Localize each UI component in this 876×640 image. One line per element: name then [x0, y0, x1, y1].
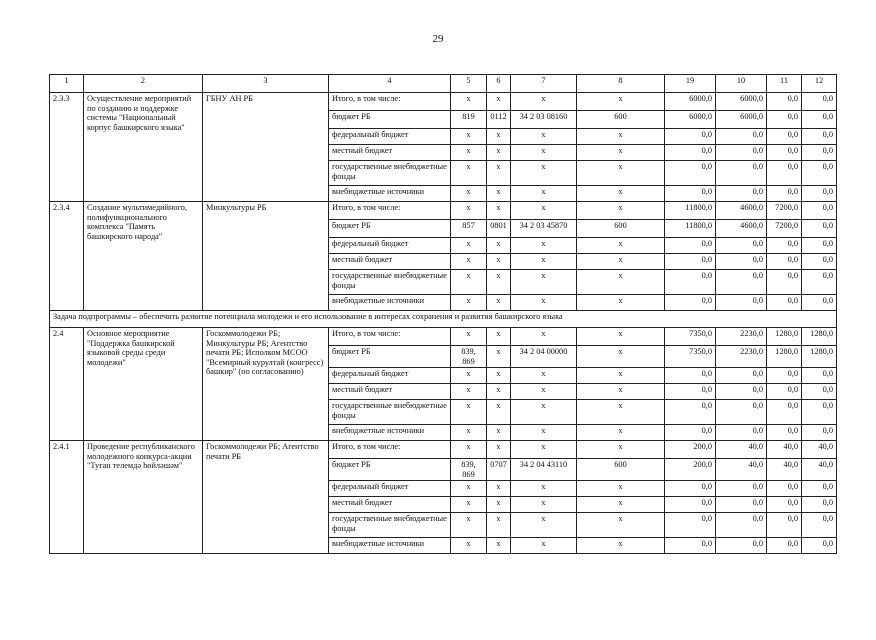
cell-v11: 0,0 [767, 111, 802, 129]
cell-v19: 0,0 [665, 254, 716, 270]
cell-c5: x [451, 400, 487, 425]
cell-v12: 0,0 [802, 270, 837, 295]
cell-c8: x [577, 186, 665, 202]
cell-v11: 0,0 [767, 145, 802, 161]
funding-source: федеральный бюджет [329, 238, 451, 254]
cell-v12: 0,0 [802, 202, 837, 220]
cell-c7: 34 2 03 45870 [511, 220, 577, 238]
cell-v10: 6000,0 [716, 111, 767, 129]
cell-v12: 0,0 [802, 161, 837, 186]
funding-source: федеральный бюджет [329, 481, 451, 497]
cell-c6: 0707 [487, 459, 511, 481]
cell-v19: 0,0 [665, 538, 716, 554]
cell-c7: x [511, 538, 577, 554]
cell-v11: 0,0 [767, 254, 802, 270]
cell-c7: x [511, 513, 577, 538]
cell-v12: 0,0 [802, 295, 837, 311]
cell-v11: 0,0 [767, 270, 802, 295]
measure-code: 2.3.3 [50, 93, 84, 202]
cell-c7: x [511, 145, 577, 161]
cell-c5: x [451, 425, 487, 441]
header-cell: 1 [50, 75, 84, 93]
measure-name: Осуществление мероприятий по созданию и поддержке системы "Национальный корпус башкирского языка" [84, 93, 203, 202]
cell-c5: x [451, 129, 487, 145]
funding-source: внебюджетные источники [329, 186, 451, 202]
header-cell: 10 [716, 75, 767, 93]
funding-source: Итого, в том числе: [329, 202, 451, 220]
measure-executor: Минкультуры РБ [203, 202, 329, 311]
cell-v12: 0,0 [802, 538, 837, 554]
measure-executor: Госкоммолодежи РБ; Агентство печати РБ [203, 441, 329, 554]
funding-source: внебюджетные источники [329, 295, 451, 311]
cell-c8: x [577, 270, 665, 295]
header-cell: 3 [203, 75, 329, 93]
cell-c7: x [511, 295, 577, 311]
cell-v11: 7200,0 [767, 202, 802, 220]
cell-c7: x [511, 400, 577, 425]
cell-c7: x [511, 328, 577, 346]
cell-c8: x [577, 161, 665, 186]
cell-v12: 0,0 [802, 384, 837, 400]
cell-v12: 0,0 [802, 368, 837, 384]
cell-v19: 7350,0 [665, 328, 716, 346]
cell-v10: 0,0 [716, 145, 767, 161]
cell-v12: 1280,0 [802, 328, 837, 346]
cell-c6: x [487, 129, 511, 145]
cell-c6: x [487, 254, 511, 270]
cell-c7: x [511, 161, 577, 186]
cell-v10: 2230,0 [716, 328, 767, 346]
cell-v11: 0,0 [767, 238, 802, 254]
cell-c5: 839, 869 [451, 346, 487, 368]
cell-c5: x [451, 497, 487, 513]
task-row [50, 311, 837, 328]
cell-v10: 40,0 [716, 459, 767, 481]
cell-c8: x [577, 538, 665, 554]
funding-source: Итого, в том числе: [329, 328, 451, 346]
cell-v11: 1280,0 [767, 346, 802, 368]
measure-code: 2.4.1 [50, 441, 84, 554]
funding-source: государственные внебюджетные фонды [329, 270, 451, 295]
cell-v19: 11800,0 [665, 220, 716, 238]
cell-v11: 0,0 [767, 481, 802, 497]
cell-v12: 0,0 [802, 254, 837, 270]
cell-c5: 857 [451, 220, 487, 238]
cell-c6: x [487, 238, 511, 254]
measure-code: 2.4 [50, 328, 84, 441]
cell-c8: x [577, 238, 665, 254]
cell-v12: 0,0 [802, 220, 837, 238]
cell-c6: x [487, 270, 511, 295]
header-cell: 12 [802, 75, 837, 93]
cell-c5: x [451, 254, 487, 270]
cell-v10: 0,0 [716, 497, 767, 513]
table-row [50, 93, 837, 111]
cell-v11: 1280,0 [767, 328, 802, 346]
funding-source: бюджет РБ [329, 346, 451, 368]
cell-v19: 0,0 [665, 186, 716, 202]
measure-name: Основное мероприятие "Поддержка башкирской языковой среды среди молодежи" [84, 328, 203, 441]
table-body [50, 75, 837, 554]
cell-c7: 34 2 04 00000 [511, 346, 577, 368]
cell-c6: x [487, 202, 511, 220]
cell-v10: 40,0 [716, 441, 767, 459]
cell-v10: 0,0 [716, 186, 767, 202]
cell-c6: x [487, 497, 511, 513]
funding-source: государственные внебюджетные фонды [329, 513, 451, 538]
cell-v10: 4600,0 [716, 202, 767, 220]
cell-v19: 200,0 [665, 441, 716, 459]
cell-c6: x [487, 93, 511, 111]
funding-source: бюджет РБ [329, 220, 451, 238]
header-cell: 19 [665, 75, 716, 93]
cell-c5: x [451, 145, 487, 161]
cell-v12: 0,0 [802, 497, 837, 513]
cell-c6: x [487, 400, 511, 425]
cell-v19: 0,0 [665, 497, 716, 513]
cell-c8: x [577, 254, 665, 270]
cell-v19: 6000,0 [665, 93, 716, 111]
cell-v11: 0,0 [767, 538, 802, 554]
header-cell: 8 [577, 75, 665, 93]
cell-v10: 0,0 [716, 400, 767, 425]
measure-executor: Госкоммолодежи РБ; Минкультуры РБ; Агентство печати РБ; Исполком МСОО "Всемирный курултай (конгресс) башкир" (по согласованию) [203, 328, 329, 441]
cell-v19: 0,0 [665, 161, 716, 186]
cell-v10: 0,0 [716, 481, 767, 497]
cell-v19: 0,0 [665, 400, 716, 425]
header-cell: 4 [329, 75, 451, 93]
cell-v12: 1280,0 [802, 346, 837, 368]
funding-source: местный бюджет [329, 384, 451, 400]
table-row [50, 202, 837, 220]
cell-v19: 0,0 [665, 513, 716, 538]
cell-c7: x [511, 384, 577, 400]
cell-c7: x [511, 368, 577, 384]
cell-c7: x [511, 441, 577, 459]
cell-v10: 0,0 [716, 270, 767, 295]
funding-source: федеральный бюджет [329, 129, 451, 145]
cell-c7: x [511, 425, 577, 441]
cell-c8: x [577, 295, 665, 311]
cell-c5: x [451, 481, 487, 497]
cell-c7: 34 2 04 43110 [511, 459, 577, 481]
cell-v10: 0,0 [716, 538, 767, 554]
cell-v10: 0,0 [716, 254, 767, 270]
cell-c5: x [451, 513, 487, 538]
funding-source: внебюджетные источники [329, 538, 451, 554]
cell-v11: 0,0 [767, 295, 802, 311]
cell-c8: x [577, 441, 665, 459]
cell-v10: 4600,0 [716, 220, 767, 238]
cell-v10: 0,0 [716, 384, 767, 400]
cell-c6: 0801 [487, 220, 511, 238]
funding-source: Итого, в том числе: [329, 93, 451, 111]
cell-v10: 0,0 [716, 238, 767, 254]
cell-v11: 0,0 [767, 161, 802, 186]
funding-source: Итого, в том числе: [329, 441, 451, 459]
funding-source: бюджет РБ [329, 459, 451, 481]
cell-c8: x [577, 384, 665, 400]
page-number: 29 [432, 33, 444, 45]
cell-c7: x [511, 93, 577, 111]
cell-c8: 600 [577, 220, 665, 238]
measure-name: Создание мультимедийного, полифункционального комплекса "Память башкирского народа" [84, 202, 203, 311]
cell-c7: x [511, 129, 577, 145]
cell-v11: 40,0 [767, 459, 802, 481]
cell-c7: x [511, 186, 577, 202]
cell-v10: 6000,0 [716, 93, 767, 111]
cell-v19: 0,0 [665, 238, 716, 254]
cell-c5: x [451, 202, 487, 220]
cell-v11: 0,0 [767, 186, 802, 202]
cell-c5: x [451, 270, 487, 295]
cell-v10: 2230,0 [716, 346, 767, 368]
cell-v11: 7200,0 [767, 220, 802, 238]
funding-source: местный бюджет [329, 497, 451, 513]
cell-c8: x [577, 145, 665, 161]
task-text: Задача подпрограммы – обеспечить развитие потенциала молодежи и его использование в интересах сохранения и развития башкирского языка [50, 311, 837, 328]
funding-source: государственные внебюджетные фонды [329, 400, 451, 425]
cell-v12: 0,0 [802, 111, 837, 129]
cell-c6: x [487, 425, 511, 441]
cell-v19: 0,0 [665, 384, 716, 400]
cell-v12: 0,0 [802, 425, 837, 441]
cell-v11: 0,0 [767, 129, 802, 145]
cell-v19: 0,0 [665, 145, 716, 161]
measure-executor: ГБНУ АН РБ [203, 93, 329, 202]
cell-c6: x [487, 538, 511, 554]
cell-c6: x [487, 513, 511, 538]
funding-source: внебюджетные источники [329, 425, 451, 441]
cell-v11: 0,0 [767, 425, 802, 441]
cell-c6: x [487, 295, 511, 311]
cell-c8: x [577, 425, 665, 441]
cell-c6: x [487, 328, 511, 346]
cell-c5: x [451, 384, 487, 400]
cell-v12: 0,0 [802, 186, 837, 202]
cell-v11: 40,0 [767, 441, 802, 459]
cell-c5: x [451, 93, 487, 111]
header-cell: 5 [451, 75, 487, 93]
cell-c5: x [451, 368, 487, 384]
cell-c5: 839, 869 [451, 459, 487, 481]
cell-v10: 0,0 [716, 129, 767, 145]
cell-v12: 0,0 [802, 93, 837, 111]
cell-c8: x [577, 93, 665, 111]
cell-c5: x [451, 295, 487, 311]
funding-source: бюджет РБ [329, 111, 451, 129]
cell-v19: 0,0 [665, 270, 716, 295]
measure-code: 2.3.4 [50, 202, 84, 311]
cell-c7: x [511, 270, 577, 295]
cell-c6: x [487, 346, 511, 368]
cell-v11: 0,0 [767, 384, 802, 400]
cell-c5: x [451, 238, 487, 254]
cell-c8: 600 [577, 459, 665, 481]
budget-table [49, 74, 837, 554]
cell-c8: x [577, 497, 665, 513]
table-row [50, 328, 837, 346]
funding-source: местный бюджет [329, 145, 451, 161]
cell-c6: x [487, 441, 511, 459]
cell-v12: 0,0 [802, 400, 837, 425]
cell-v10: 0,0 [716, 425, 767, 441]
cell-c7: x [511, 202, 577, 220]
cell-c8: x [577, 368, 665, 384]
funding-source: федеральный бюджет [329, 368, 451, 384]
cell-c8: x [577, 513, 665, 538]
cell-v19: 0,0 [665, 295, 716, 311]
cell-c8: x [577, 481, 665, 497]
cell-c6: x [487, 161, 511, 186]
cell-v10: 0,0 [716, 161, 767, 186]
header-cell: 6 [487, 75, 511, 93]
cell-c5: x [451, 538, 487, 554]
cell-c7: x [511, 238, 577, 254]
cell-c5: x [451, 161, 487, 186]
header-cell: 11 [767, 75, 802, 93]
cell-c6: x [487, 368, 511, 384]
cell-c5: x [451, 441, 487, 459]
measure-name: Проведение республиканского молодежного конкурса-акции "Туған телемдә һөйләшәм" [84, 441, 203, 554]
cell-c8: x [577, 400, 665, 425]
cell-v12: 40,0 [802, 459, 837, 481]
cell-v11: 0,0 [767, 93, 802, 111]
cell-v11: 0,0 [767, 497, 802, 513]
cell-c6: 0112 [487, 111, 511, 129]
cell-v11: 0,0 [767, 513, 802, 538]
cell-v19: 11800,0 [665, 202, 716, 220]
cell-c7: x [511, 497, 577, 513]
cell-v12: 0,0 [802, 238, 837, 254]
header-cell: 2 [84, 75, 203, 93]
cell-v19: 6000,0 [665, 111, 716, 129]
cell-v12: 0,0 [802, 481, 837, 497]
funding-source: местный бюджет [329, 254, 451, 270]
cell-v12: 0,0 [802, 129, 837, 145]
cell-c8: x [577, 328, 665, 346]
cell-v19: 200,0 [665, 459, 716, 481]
cell-v19: 0,0 [665, 368, 716, 384]
cell-c6: x [487, 481, 511, 497]
cell-v10: 0,0 [716, 295, 767, 311]
cell-c8: x [577, 346, 665, 368]
cell-v19: 7350,0 [665, 346, 716, 368]
cell-v10: 0,0 [716, 368, 767, 384]
funding-source: государственные внебюджетные фонды [329, 161, 451, 186]
cell-v19: 0,0 [665, 481, 716, 497]
cell-c5: x [451, 186, 487, 202]
cell-v12: 0,0 [802, 513, 837, 538]
cell-c6: x [487, 186, 511, 202]
cell-v19: 0,0 [665, 129, 716, 145]
header-row [50, 75, 837, 93]
cell-c8: 600 [577, 111, 665, 129]
cell-v10: 0,0 [716, 513, 767, 538]
cell-v19: 0,0 [665, 425, 716, 441]
cell-c6: x [487, 384, 511, 400]
cell-c7: x [511, 481, 577, 497]
header-cell: 7 [511, 75, 577, 93]
cell-c7: x [511, 254, 577, 270]
cell-v12: 40,0 [802, 441, 837, 459]
cell-v11: 0,0 [767, 400, 802, 425]
cell-c8: x [577, 129, 665, 145]
cell-c7: 34 2 03 08160 [511, 111, 577, 129]
cell-v11: 0,0 [767, 368, 802, 384]
cell-c5: 819 [451, 111, 487, 129]
table-row [50, 441, 837, 459]
cell-c8: x [577, 202, 665, 220]
cell-c5: x [451, 328, 487, 346]
cell-v12: 0,0 [802, 145, 837, 161]
cell-c6: x [487, 145, 511, 161]
